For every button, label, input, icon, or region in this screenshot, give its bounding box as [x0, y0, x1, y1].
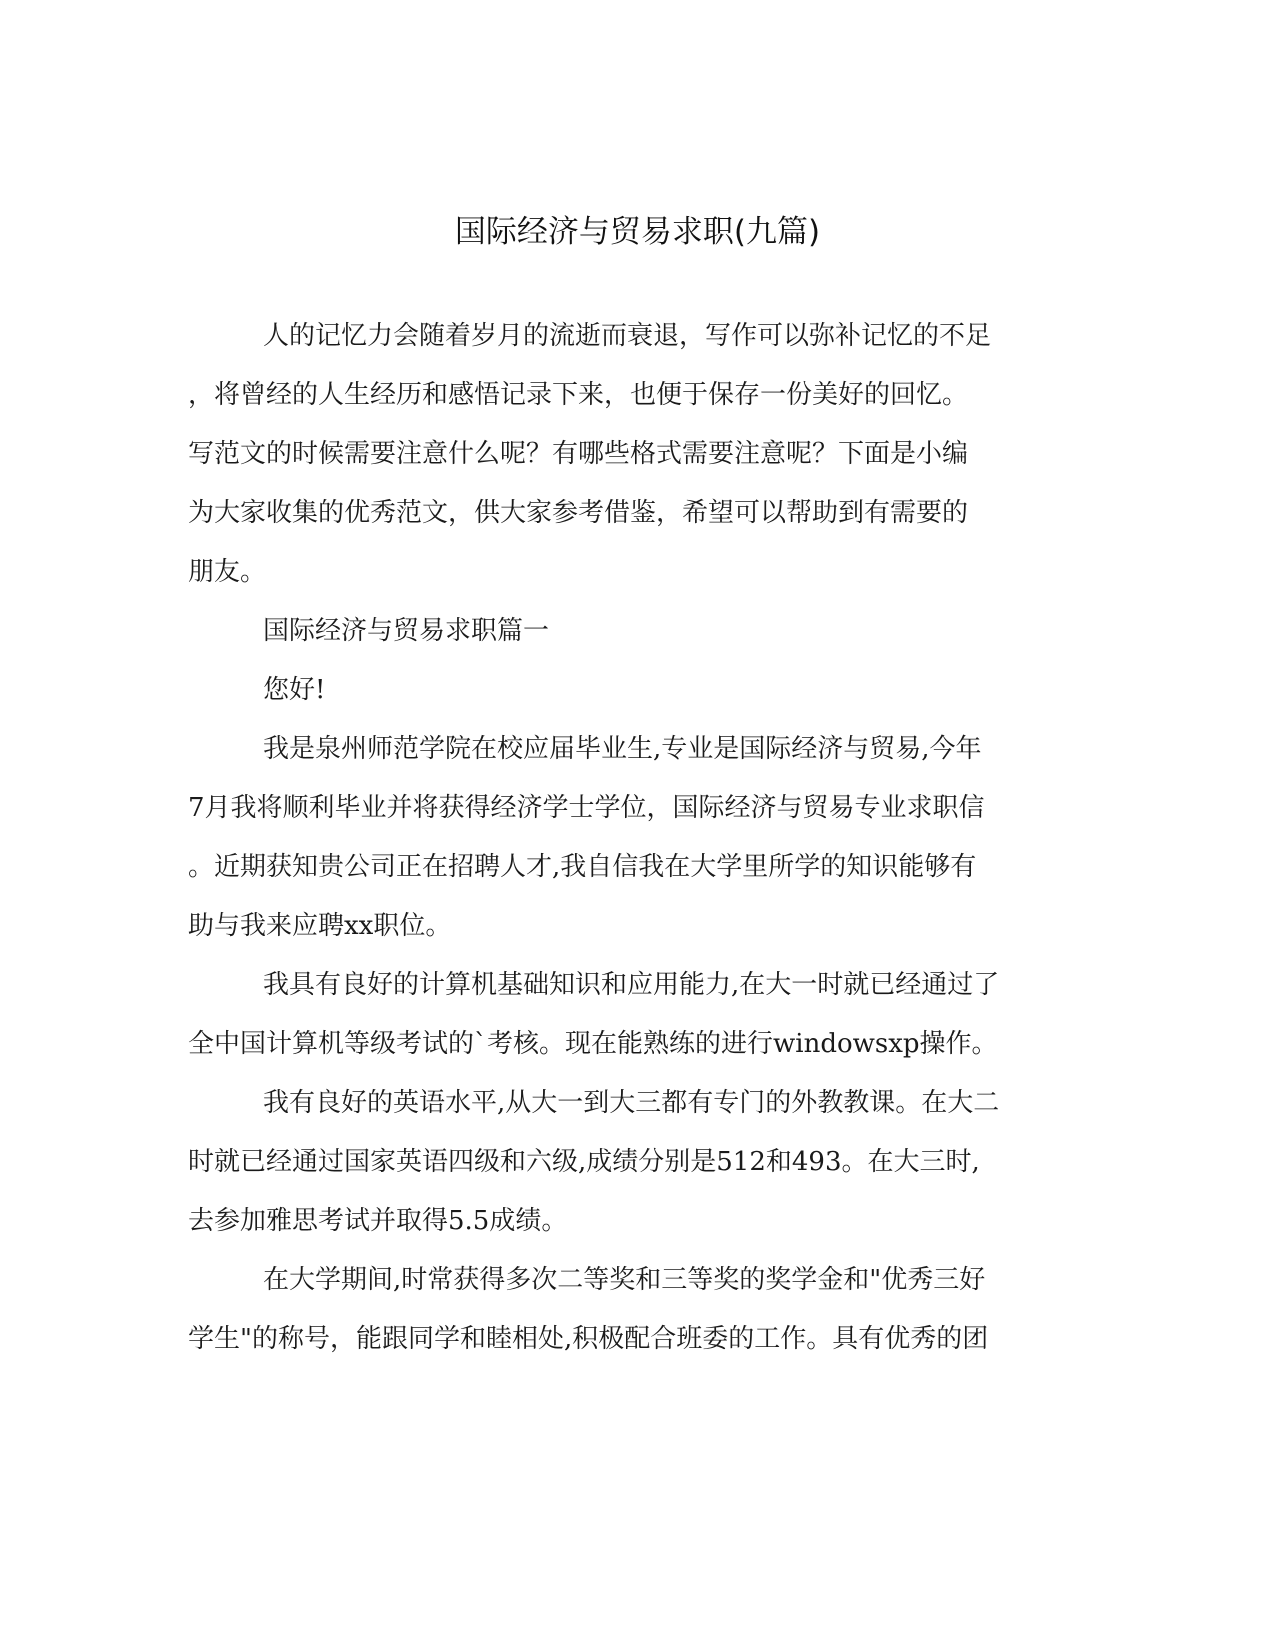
body-line: 在大学期间,时常获得多次二等奖和三等奖的奖学金和"优秀三好	[263, 1265, 986, 1295]
body-line: 我有良好的英语水平,从大一到大三都有专门的外教教课。在大二	[263, 1088, 1000, 1118]
body-line: 人的记忆力会随着岁月的流逝而衰退，写作可以弥补记忆的不足	[263, 321, 992, 351]
body-line: 全中国计算机等级考试的`考核。现在能熟练的进行windowsxp操作。	[188, 1029, 998, 1059]
body-line: 朋友。	[188, 557, 267, 587]
body-line: 学生"的称号，能跟同学和睦相处,积极配合班委的工作。具有优秀的团	[188, 1324, 989, 1354]
body-line: 7月我将顺利毕业并将获得经济学士学位，国际经济与贸易专业求职信	[188, 793, 985, 823]
body-line: 助与我来应聘xx职位。	[188, 911, 452, 941]
greeting-line: 您好!	[263, 675, 326, 705]
section-heading: 国际经济与贸易求职篇一	[263, 616, 550, 646]
body-line: 写范文的时候需要注意什么呢？有哪些格式需要注意呢？下面是小编	[188, 439, 969, 469]
body-line: ，将曾经的人生经历和感悟记录下来，也便于保存一份美好的回忆。	[188, 380, 969, 410]
body-line: 去参加雅思考试并取得5.5成绩。	[188, 1206, 568, 1236]
body-line: 。近期获知贵公司正在招聘人才,我自信我在大学里所学的知识能够有	[188, 852, 977, 882]
document-title: 国际经济与贸易求职(九篇)	[454, 214, 821, 250]
body-line: 我是泉州师范学院在校应届毕业生,专业是国际经济与贸易,今年	[263, 734, 982, 764]
body-line: 为大家收集的优秀范文，供大家参考借鉴，希望可以帮助到有需要的	[188, 498, 969, 528]
body-line: 时就已经通过国家英语四级和六级,成绩分别是512和493。在大三时,	[188, 1147, 980, 1177]
body-line: 我具有良好的计算机基础知识和应用能力,在大一时就已经通过了	[263, 970, 1000, 1000]
